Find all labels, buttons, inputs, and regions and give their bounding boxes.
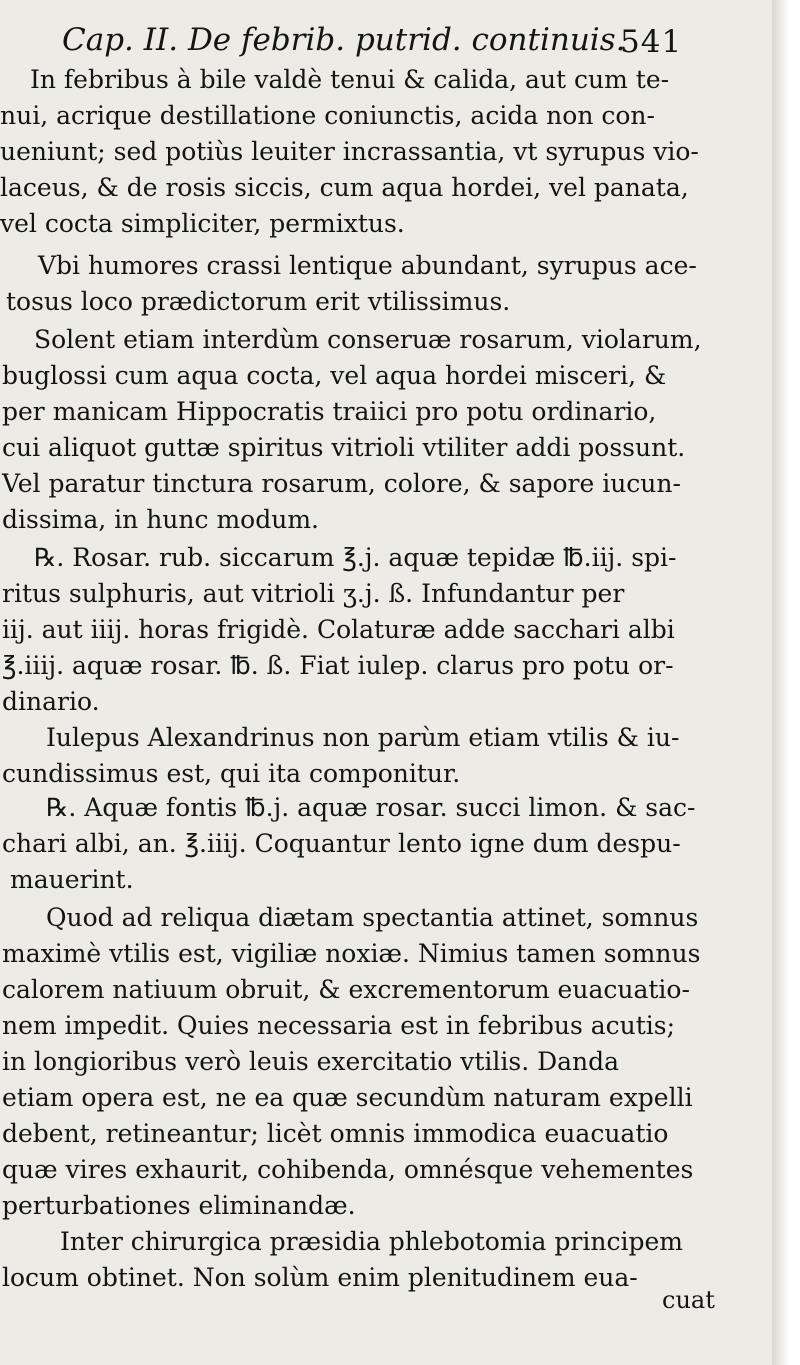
text-line: Solent etiam interdùm conseruæ rosarum, violarum, bbox=[34, 325, 702, 354]
text-line: ℞. Rosar. rub. siccarum ℥.j. aquæ tepidæ ℔.iij. spi- bbox=[34, 543, 677, 572]
text-line: locum obtinet. Non solùm enim plenitudinem eua- bbox=[2, 1263, 638, 1292]
catchword: cuat bbox=[662, 1286, 715, 1314]
text-line: maximè vtilis est, vigiliæ noxiæ. Nimius tamen somnus bbox=[2, 939, 701, 968]
text-line: etiam opera est, ne ea quæ secundùm naturam expelli bbox=[2, 1083, 693, 1112]
text-line: In febribus à bile valdè tenui & calida, aut cum te- bbox=[30, 65, 670, 94]
text-line: laceus, & de rosis siccis, cum aqua hordei, vel panata, bbox=[0, 173, 689, 202]
text-line: debent, retineantur; licèt omnis immodica euacuatio bbox=[2, 1119, 669, 1148]
text-line: calorem natiuum obruit, & excrementorum euacuatio- bbox=[2, 975, 690, 1004]
page-number: 541 bbox=[620, 24, 683, 60]
text-line: nem impedit. Quies necessaria est in febribus acutis; bbox=[2, 1011, 676, 1040]
text-line: chari albi, an. ℥.iiij. Coquantur lento igne dum despu- bbox=[2, 829, 681, 858]
text-line: mauerint. bbox=[10, 865, 134, 894]
text-line: Vbi humores crassi lentique abundant, syrupus ace- bbox=[38, 251, 697, 280]
text-line: per manicam Hippocratis traiici pro potu ordinario, bbox=[2, 397, 657, 426]
text-line: cui aliquot guttæ spiritus vitrioli vtiliter addi possunt. bbox=[2, 433, 686, 462]
text-line: ℥.iiij. aquæ rosar. ℔. ß. Fiat iulep. clarus pro potu or- bbox=[2, 651, 674, 680]
text-line: buglossi cum aqua cocta, vel aqua hordei misceri, & bbox=[2, 361, 667, 390]
text-line: in longioribus verò leuis exercitatio vtilis. Danda bbox=[2, 1047, 620, 1076]
text-line: Vel paratur tinctura rosarum, colore, & sapore iucun- bbox=[2, 469, 681, 498]
text-line: cundissimus est, qui ita componitur. bbox=[2, 759, 461, 788]
text-line: perturbationes eliminandæ. bbox=[2, 1191, 356, 1220]
text-line: Quod ad reliqua diætam spectantia attinet, somnus bbox=[46, 903, 699, 932]
text-line: dissima, in hunc modum. bbox=[2, 505, 319, 534]
running-head: Cap. II. De febrib. putrid. continuis. bbox=[62, 22, 626, 58]
text-line: ueniunt; sed potiùs leuiter incrassantia, vt syrupus vio- bbox=[0, 137, 699, 166]
text-line: ℞. Aquæ fontis ℔.j. aquæ rosar. succi limon. & sac- bbox=[46, 793, 696, 822]
page-header bbox=[0, 18, 772, 68]
text-line: vel cocta simpliciter, permixtus. bbox=[0, 209, 405, 238]
text-line: iij. aut iiij. horas frigidè. Colaturæ adde sacchari albi bbox=[2, 615, 675, 644]
text-line: quæ vires exhaurit, cohibenda, omnésque vehementes bbox=[2, 1155, 694, 1184]
text-line: nui, acrique destillatione coniunctis, acida non con- bbox=[0, 101, 655, 130]
page-edge bbox=[772, 0, 800, 1365]
text-line: tosus loco prædictorum erit vtilissimus. bbox=[6, 287, 511, 316]
text-line: Inter chirurgica præsidia phlebotomia principem bbox=[60, 1227, 683, 1256]
text-line: dinario. bbox=[2, 687, 100, 716]
text-line: Iulepus Alexandrinus non parùm etiam vtilis & iu- bbox=[46, 723, 680, 752]
text-line: ritus sulphuris, aut vitrioli ʒ.j. ß. Infundantur per bbox=[2, 579, 625, 608]
